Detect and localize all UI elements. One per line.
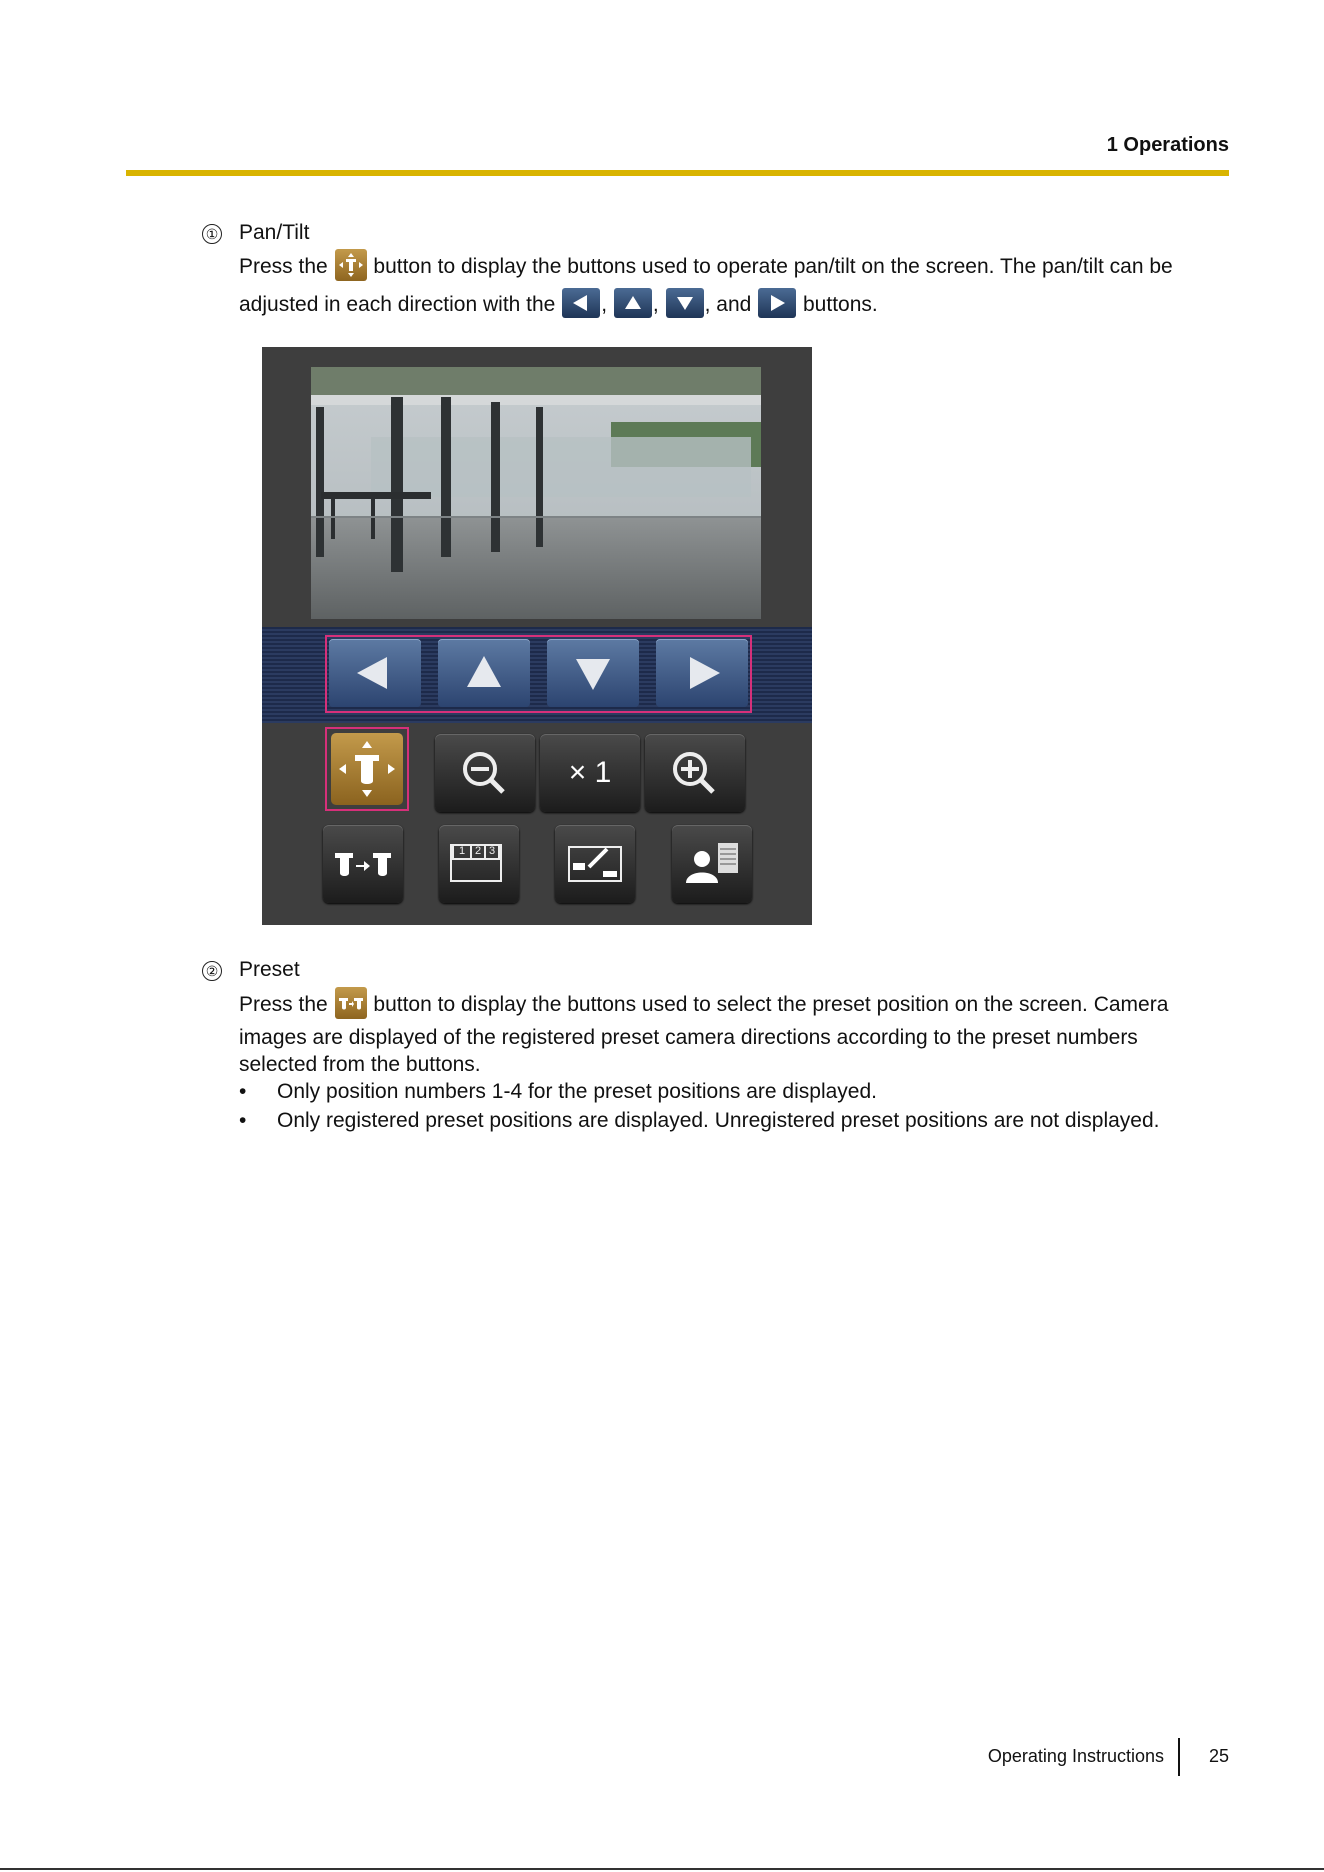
section-title-pan-tilt: Pan/Tilt [239, 221, 310, 244]
zoom-out-icon [435, 734, 535, 812]
preset-paragraph-line1 [239, 988, 1239, 1021]
brightness-button[interactable] [555, 825, 635, 903]
zoom-in-button[interactable] [645, 734, 745, 812]
section-number-2: ② [202, 961, 222, 981]
separator: , and [704, 293, 752, 316]
preset-paragraph-line3: selected from the buttons. [239, 1053, 481, 1076]
preset-paragraph-line2: images are displayed of the registered preset camera directions according to the preset numbers [239, 1026, 1138, 1049]
tilt-up-button[interactable] [438, 639, 530, 707]
separator: , [652, 293, 659, 316]
up-arrow-icon [614, 288, 652, 318]
separator: , [601, 293, 608, 316]
camera-viewer-screenshot [262, 347, 812, 925]
text-buttons: buttons. [803, 293, 878, 316]
pan-tilt-control-bar [262, 627, 812, 723]
multi-screen-icon [439, 825, 519, 903]
up-arrow-icon [438, 639, 530, 707]
preset-number-3: 3 [489, 845, 496, 857]
section-title-preset: Preset [239, 958, 300, 981]
right-arrow-icon [758, 288, 796, 318]
footer-divider [1178, 1738, 1180, 1776]
header-rule [126, 170, 1229, 176]
bullet-dot: • [239, 1109, 247, 1132]
footer-label: Operating Instructions [987, 1746, 1164, 1766]
left-arrow-icon [329, 639, 421, 707]
user-icon [672, 825, 752, 903]
tilt-down-button[interactable] [547, 639, 639, 707]
zoom-level-display: × 1 [540, 734, 640, 812]
down-arrow-icon [666, 288, 704, 318]
preset-number-2: 2 [475, 845, 482, 857]
pan-right-button[interactable] [656, 639, 748, 707]
zoom-in-icon [645, 734, 745, 812]
preset-inline-icon [335, 987, 367, 1019]
text-line1-rest: button to display the buttons used to select the preset position on the screen. Camera [373, 993, 1169, 1016]
pan-tilt-toggle-inline-icon [335, 249, 367, 281]
bullet-text: Only registered preset positions are displayed. Unregistered preset positions are not displayed. [277, 1109, 1160, 1132]
text-adjusted: adjusted in each direction with the [239, 293, 556, 316]
zoom-out-button[interactable] [435, 734, 535, 812]
preset-icon [323, 825, 403, 903]
camera-image [311, 367, 761, 619]
text-press-the: Press the [239, 255, 328, 278]
preset-number-1: 1 [459, 845, 466, 857]
pan-left-button[interactable] [329, 639, 421, 707]
bullet-text: Only position numbers 1-4 for the preset positions are displayed. [277, 1080, 877, 1103]
section-number-1: ① [202, 224, 222, 244]
text-line1-rest: button to display the buttons used to operate pan/tilt on the screen. The pan/tilt can be [373, 255, 1173, 278]
pan-tilt-paragraph-line2 [239, 288, 1239, 321]
bullet-dot: • [239, 1080, 247, 1103]
text-press-the: Press the [239, 993, 328, 1016]
page-number: 25 [1209, 1746, 1230, 1766]
brightness-icon [555, 825, 635, 903]
pan-tilt-paragraph-line1 [239, 250, 1239, 283]
down-arrow-icon [547, 639, 639, 707]
pan-tilt-icon [331, 733, 403, 805]
left-arrow-icon [562, 288, 600, 318]
header-section-title: 1 Operations [1106, 134, 1229, 156]
right-arrow-icon [656, 639, 748, 707]
page-bottom-edge [0, 1868, 1324, 1870]
pan-tilt-toggle-frame [325, 727, 409, 811]
preset-button[interactable] [323, 825, 403, 903]
user-button[interactable] [672, 825, 752, 903]
multi-screen-button[interactable] [439, 825, 519, 903]
pan-tilt-toggle-button[interactable] [331, 733, 403, 805]
